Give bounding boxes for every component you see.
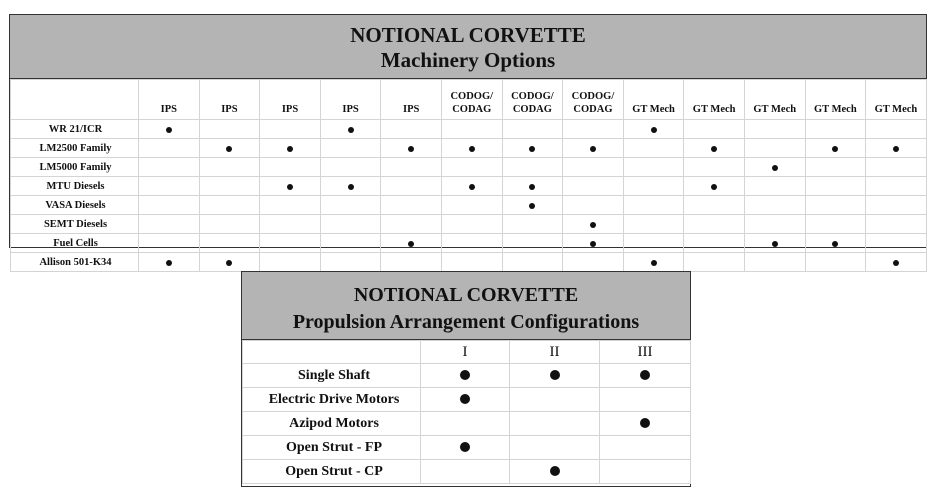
selection-dot-icon [590,222,596,228]
selection-dot-icon [529,184,535,190]
row-label: Open Strut - FP [243,436,421,460]
grid-cell [563,158,624,177]
row-label: VASA Diesels [11,196,139,215]
grid-cell [199,234,260,253]
selection-dot-icon [640,418,650,428]
grid-cell [139,139,200,158]
machinery-title: NOTIONAL CORVETTE [350,23,586,47]
grid-cell [199,215,260,234]
grid-cell [260,177,321,196]
row-label: LM2500 Family [11,139,139,158]
grid-cell [441,196,502,215]
grid-cell [320,196,381,215]
column-header [320,80,381,120]
grid-cell [744,196,805,215]
grid-cell [260,120,321,139]
grid-cell [623,253,684,272]
selection-dot-icon [408,146,414,152]
column-header-line: IPS [281,104,299,115]
selection-dot-icon [772,241,778,247]
grid-cell [805,120,866,139]
column-header-line: GT Mech [753,104,797,115]
row-label: Open Strut - CP [243,460,421,484]
grid-cell [320,234,381,253]
grid-cell [563,215,624,234]
grid-cell [421,460,510,484]
grid-cell [502,120,563,139]
table-row [11,234,927,253]
selection-dot-icon [711,146,717,152]
selection-dot-icon [832,241,838,247]
grid-cell [684,215,745,234]
column-header-line: IPS [403,104,420,115]
grid-cell [600,364,691,388]
column-header [563,80,624,120]
grid-cell [744,215,805,234]
grid-cell [320,215,381,234]
selection-dot-icon [772,165,778,171]
column-header-line: CODOG/ [450,91,494,102]
grid-cell [866,234,927,253]
grid-cell [199,120,260,139]
grid-cell [600,460,691,484]
grid-cell [320,120,381,139]
selection-dot-icon [408,241,414,247]
column-header [623,80,684,120]
selection-dot-icon [226,260,232,266]
column-header-line: IPS [221,104,238,115]
grid-cell [623,139,684,158]
grid-cell [381,139,442,158]
column-header [805,80,866,120]
column-header [139,80,200,120]
column-header [866,80,927,120]
grid-cell [684,253,745,272]
grid-cell [320,177,381,196]
selection-dot-icon [529,203,535,209]
table-row [243,460,691,484]
table-row [11,177,927,196]
grid-cell [441,177,502,196]
selection-dot-icon [460,394,470,404]
column-header-line: CODOG/ [571,91,615,102]
selection-dot-icon [550,466,560,476]
column-header-line: GT Mech [813,104,857,115]
selection-dot-icon [651,260,657,266]
selection-dot-icon [469,146,475,152]
selection-dot-icon [460,370,470,380]
grid-cell [805,177,866,196]
propulsion-configurations-table [241,271,691,487]
grid-cell [381,215,442,234]
selection-dot-icon [893,260,899,266]
grid-cell [260,234,321,253]
selection-dot-icon [469,184,475,190]
grid-cell [441,253,502,272]
selection-dot-icon [832,146,838,152]
grid-cell [260,139,321,158]
row-label: MTU Diesels [11,177,139,196]
grid-cell [563,139,624,158]
grid-cell [502,139,563,158]
grid-cell [421,364,510,388]
grid-cell [502,196,563,215]
grid-cell [684,139,745,158]
grid-cell [510,412,600,436]
row-label: Single Shaft [243,364,421,388]
grid-cell [441,215,502,234]
grid-cell [623,158,684,177]
grid-cell [600,412,691,436]
table-row [11,120,927,139]
column-header-line: CODAG [452,104,492,115]
grid-cell [866,158,927,177]
grid-cell [139,253,200,272]
grid-cell [502,215,563,234]
grid-cell [563,120,624,139]
grid-cell [805,158,866,177]
row-label: Fuel Cells [11,234,139,253]
grid-cell [744,177,805,196]
column-header: III [600,341,691,364]
corner-cell [11,80,139,120]
column-header: II [510,341,600,364]
table-row [243,364,691,388]
grid-cell [320,253,381,272]
selection-dot-icon [287,184,293,190]
grid-cell [502,234,563,253]
row-label: Electric Drive Motors [243,388,421,412]
machinery-grid [10,79,927,272]
table-row [11,158,927,177]
column-header-line: CODAG [573,104,613,115]
grid-cell [684,120,745,139]
grid-cell [320,158,381,177]
grid-cell [623,177,684,196]
column-header-line: GT Mech [692,104,736,115]
grid-cell [502,158,563,177]
selection-dot-icon [590,146,596,152]
propulsion-header [242,272,690,340]
grid-cell [866,177,927,196]
grid-cell [563,234,624,253]
row-label: WR 21/ICR [11,120,139,139]
grid-cell [199,177,260,196]
grid-cell [441,234,502,253]
column-header-line: CODAG [512,104,552,115]
grid-cell [684,234,745,253]
selection-dot-icon [226,146,232,152]
machinery-header [10,15,926,79]
grid-cell [381,120,442,139]
propulsion-header-row [243,341,691,364]
selection-dot-icon [651,127,657,133]
column-header [502,80,563,120]
selection-dot-icon [460,442,470,452]
selection-dot-icon [711,184,717,190]
column-header [684,80,745,120]
grid-cell [744,158,805,177]
grid-cell [623,234,684,253]
row-label: Allison 501-K34 [11,253,139,272]
selection-dot-icon [166,127,172,133]
grid-cell [510,364,600,388]
grid-cell [866,253,927,272]
column-header-line: GT Mech [874,104,918,115]
column-header [441,80,502,120]
grid-cell [381,158,442,177]
grid-cell [600,388,691,412]
grid-cell [320,139,381,158]
table-row [11,139,927,158]
grid-cell [381,234,442,253]
grid-cell [805,215,866,234]
grid-cell [421,388,510,412]
grid-cell [199,196,260,215]
row-label: SEMT Diesels [11,215,139,234]
selection-dot-icon [348,184,354,190]
column-header-line: GT Mech [632,104,675,115]
grid-cell [684,196,745,215]
grid-cell [199,253,260,272]
grid-cell [260,215,321,234]
machinery-options-table [9,14,927,268]
corner-cell [243,341,421,364]
grid-cell [381,177,442,196]
table-row [11,196,927,215]
selection-dot-icon [550,370,560,380]
grid-cell [744,139,805,158]
grid-cell [510,436,600,460]
grid-cell [744,253,805,272]
grid-cell [441,139,502,158]
grid-cell [805,196,866,215]
propulsion-grid [242,340,691,484]
column-header-line: IPS [160,104,177,115]
selection-dot-icon [287,146,293,152]
grid-cell [866,196,927,215]
selection-dot-icon [640,370,650,380]
grid-cell [623,215,684,234]
grid-cell [381,253,442,272]
grid-cell [502,177,563,196]
grid-cell [623,120,684,139]
column-header-line: CODOG/ [511,91,554,102]
table-row [11,215,927,234]
table-row [243,412,691,436]
column-header [744,80,805,120]
column-header-line: IPS [342,104,359,115]
grid-cell [381,196,442,215]
grid-cell [421,436,510,460]
grid-cell [744,234,805,253]
grid-cell [260,253,321,272]
grid-cell [139,234,200,253]
column-header: I [421,341,510,364]
grid-cell [260,158,321,177]
grid-cell [563,253,624,272]
selection-dot-icon [893,146,899,152]
grid-cell [805,139,866,158]
grid-cell [684,177,745,196]
grid-cell [139,158,200,177]
propulsion-subtitle: Propulsion Arrangement Configurations [292,311,640,333]
grid-cell [805,253,866,272]
grid-cell [441,158,502,177]
propulsion-title: NOTIONAL CORVETTE [353,284,579,306]
grid-cell [805,234,866,253]
grid-cell [199,158,260,177]
selection-dot-icon [166,260,172,266]
grid-cell [866,139,927,158]
grid-cell [600,436,691,460]
selection-dot-icon [590,241,596,247]
row-label: Azipod Motors [243,412,421,436]
grid-cell [684,158,745,177]
grid-cell [510,460,600,484]
machinery-subtitle: Machinery Options [380,48,556,72]
grid-cell [744,120,805,139]
machinery-header-row [11,80,927,120]
grid-cell [502,253,563,272]
column-header [199,80,260,120]
grid-cell [563,177,624,196]
table-row [243,388,691,412]
grid-cell [441,120,502,139]
selection-dot-icon [529,146,535,152]
grid-cell [139,177,200,196]
grid-cell [866,120,927,139]
grid-cell [421,412,510,436]
grid-cell [139,215,200,234]
grid-cell [623,196,684,215]
grid-cell [139,120,200,139]
grid-cell [139,196,200,215]
grid-cell [510,388,600,412]
column-header [260,80,321,120]
row-label: LM5000 Family [11,158,139,177]
table-row [11,253,927,272]
grid-cell [563,196,624,215]
column-header [381,80,442,120]
table-row [243,436,691,460]
grid-cell [199,139,260,158]
selection-dot-icon [348,127,354,133]
grid-cell [866,215,927,234]
grid-cell [260,196,321,215]
